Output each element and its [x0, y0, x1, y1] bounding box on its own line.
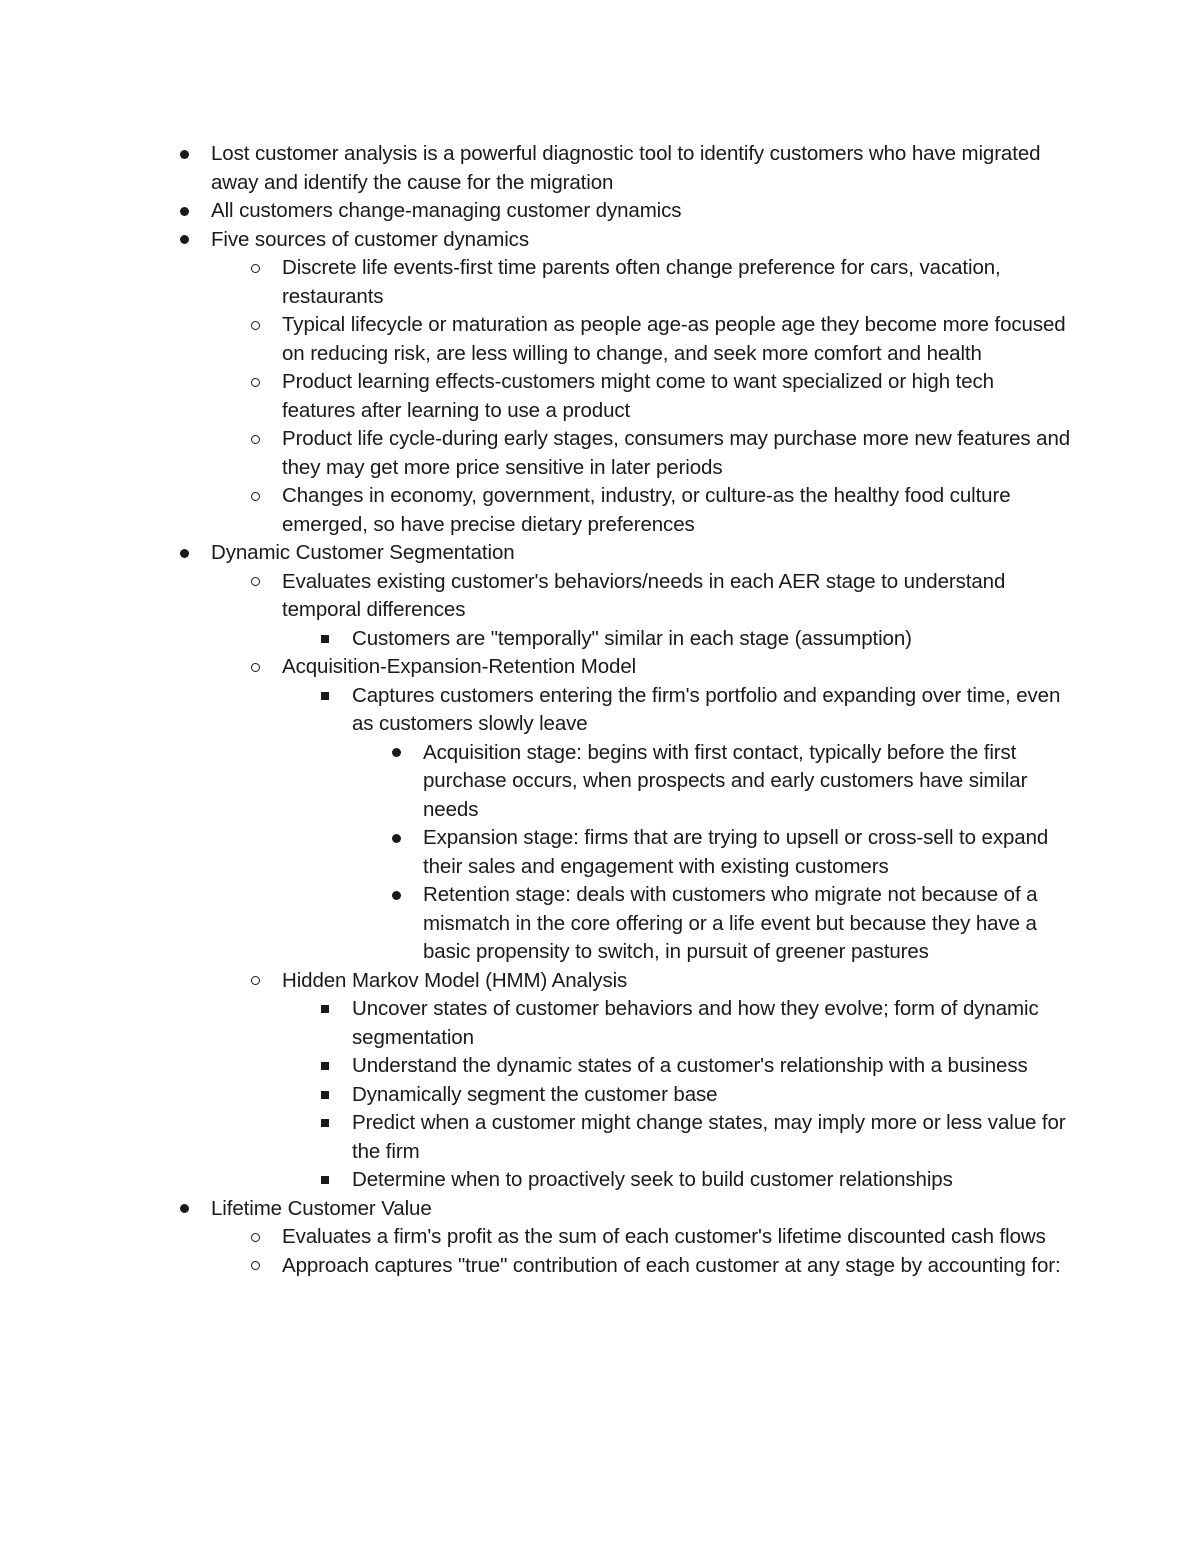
list-item-text: Evaluates existing customer's behaviors/needs in each AER stage to understand temporal differences: [282, 569, 1006, 621]
hollow-circle-bullet-icon: [243, 1252, 267, 1281]
filled-bullet-icon: [384, 824, 408, 853]
list-item-text: Discrete life events-first time parents often change preference for cars, vacation, restaurants: [282, 256, 1001, 308]
list-item-text: Acquisition-Expansion-Retention Model: [282, 655, 637, 678]
filled-square-bullet-icon: [313, 1081, 337, 1110]
list-item: [0, 254, 1072, 311]
filled-bullet-icon: [172, 140, 196, 169]
list-item: [0, 1081, 1072, 1110]
hollow-circle-bullet-icon: [243, 311, 267, 340]
list-item-text: Hidden Markov Model (HMM) Analysis: [282, 968, 628, 992]
list-item-text: Understand the dynamic states of a customer's relationship with a business: [352, 1054, 1028, 1077]
list-item: [0, 739, 1073, 825]
hollow-circle-bullet-icon: [243, 568, 267, 597]
list-item-text: Uncover states of customer behaviors and how they evolve; form of dynamic segmentation: [352, 997, 1039, 1049]
list-item: [0, 824, 1073, 881]
hollow-circle-bullet-icon: [243, 425, 267, 454]
list-item-text: Retention stage: deals with customers who migrate not because of a mismatch in the core offering or a life event but because they have a basic propensity to switch, in pursuit of greener pastures: [423, 883, 1038, 963]
list-item: [0, 482, 1072, 539]
filled-bullet-icon: [172, 226, 196, 255]
list-item-text: Lifetime Customer Value: [211, 1196, 432, 1220]
list-item: [0, 1223, 1072, 1252]
list-item-text: All customers change-managing customer dynamics: [211, 199, 682, 222]
list-item-text: Predict when a customer might change states, may imply more or less value for the firm: [352, 1111, 1066, 1163]
list-item: [0, 1109, 1072, 1166]
list-item: [0, 1252, 1072, 1281]
list-item-text: Dynamic Customer Segmentation: [211, 541, 515, 564]
list-item-text: Acquisition stage: begins with first contact, typically before the first purchase occurs, when prospects and early customers have similar needs: [423, 740, 1028, 821]
list-item-text: Product learning effects-customers might come to want specialized or high tech features after learning to use a product: [282, 370, 994, 422]
list-item-text: Dynamically segment the customer base: [352, 1082, 718, 1106]
list-item: [0, 197, 1071, 226]
list-item-text: Changes in economy, government, industry, or culture-as the healthy food culture emerged, so have precise dietary preferences: [282, 484, 1011, 536]
list-item: [0, 1166, 1072, 1195]
list-item: [0, 881, 1073, 967]
list-item: [0, 226, 1071, 255]
list-item: [0, 1052, 1072, 1081]
filled-bullet-icon: [384, 881, 408, 910]
list-item: [0, 539, 1071, 568]
list-item: [0, 368, 1072, 425]
list-item: [0, 967, 1072, 996]
filled-bullet-icon: [172, 197, 196, 226]
list-item: [0, 625, 1072, 654]
hollow-circle-bullet-icon: [243, 653, 267, 682]
filled-square-bullet-icon: [313, 1109, 337, 1138]
list-item-text: Evaluates a firm's profit as the sum of each customer's lifetime discounted cash flows: [282, 1225, 1046, 1248]
filled-square-bullet-icon: [313, 995, 337, 1024]
filled-bullet-icon: [172, 1195, 196, 1224]
list-item: [0, 425, 1072, 482]
list-item: [0, 311, 1072, 368]
list-item-text: Determine when to proactively seek to build customer relationships: [352, 1168, 953, 1191]
hollow-circle-bullet-icon: [243, 254, 267, 283]
filled-bullet-icon: [172, 539, 196, 568]
list-item-text: Product life cycle-during early stages, consumers may purchase more new features and they may get more price sensitive in later periods: [282, 427, 1071, 479]
filled-square-bullet-icon: [313, 1166, 337, 1195]
list-item-text: Captures customers entering the firm's portfolio and expanding over time, even as customers slowly leave: [352, 683, 1061, 735]
filled-square-bullet-icon: [313, 1052, 337, 1081]
hollow-circle-bullet-icon: [243, 368, 267, 397]
list-item: [0, 1195, 1071, 1224]
list-item-text: Lost customer analysis is a powerful diagnostic tool to identify customers who have migrated away and identify the cause for the migration: [211, 142, 1041, 194]
list-item-text: Customers are "temporally" similar in each stage (assumption): [352, 626, 912, 650]
list-item: [0, 995, 1072, 1052]
hollow-circle-bullet-icon: [243, 967, 267, 996]
filled-square-bullet-icon: [313, 625, 337, 654]
list-item-text: Five sources of customer dynamics: [211, 227, 529, 251]
hollow-circle-bullet-icon: [243, 1223, 267, 1252]
filled-bullet-icon: [384, 739, 408, 768]
filled-square-bullet-icon: [313, 682, 337, 711]
list-item-text: Approach captures "true" contribution of each customer at any stage by accounting for:: [282, 1253, 1061, 1277]
list-item: [0, 568, 1072, 625]
document-page: [0, 140, 1200, 1280]
list-item: [0, 140, 1071, 197]
list-item-text: Typical lifecycle or maturation as people age-as people age they become more focused on reducing risk, are less willing to change, and seek more comfort and health: [282, 313, 1066, 365]
list-item-text: Expansion stage: firms that are trying to upsell or cross-sell to expand their sales and engagement with existing customers: [423, 826, 1049, 878]
hollow-circle-bullet-icon: [243, 482, 267, 511]
list-item: [0, 682, 1072, 739]
bulleted-outline: [0, 140, 1200, 1280]
list-item: [0, 653, 1072, 682]
